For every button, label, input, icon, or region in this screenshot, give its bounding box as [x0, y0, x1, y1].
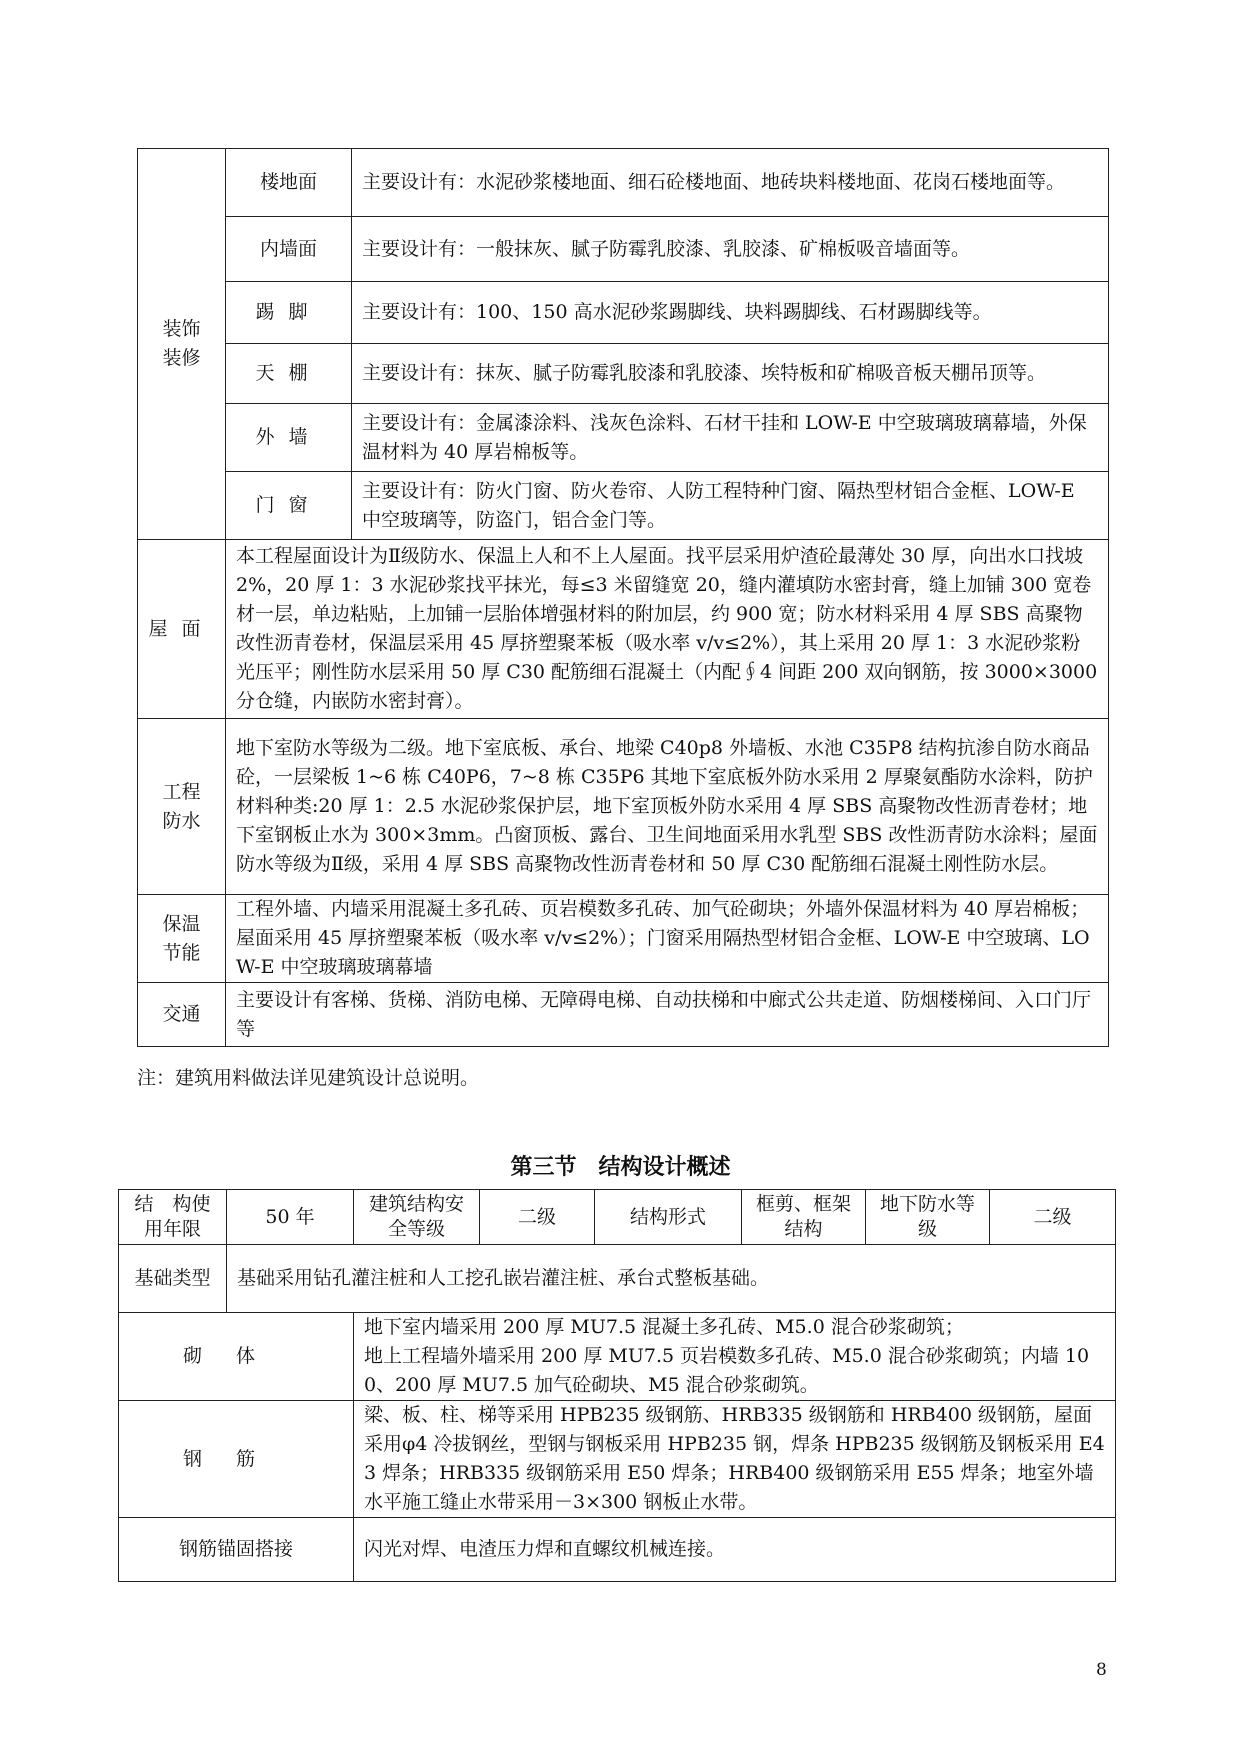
rebar-label: 钢筋	[119, 1401, 354, 1518]
masonry-line: 地下室内墙采用 200 厚 MU7.5 混凝土多孔砖、M5.0 混合砂浆砌筑；	[364, 1316, 964, 1338]
insulation-text: 工程外墙、内墙采用混凝土多孔砖、页岩模数多孔砖、加气砼砌块；外墙外保温材料为 40 厚岩棉板；屋面采用 45 厚挤塑聚苯板（吸水率 v/v≤2%）；门窗采用隔热型材铝合金框、LOW-E 中空玻璃、LOW-E 中空玻璃玻璃幕墙	[226, 895, 1109, 983]
insulation-label: 保温节能	[138, 895, 226, 983]
foundation-label: 基础类型	[119, 1245, 227, 1313]
row-label: 踢脚	[226, 282, 352, 344]
rebar-text: 梁、板、柱、梯等采用 HPB235 级钢筋、HRB335 级钢筋和 HRB400 级钢筋，屋面采用φ4 冷拔钢丝，型钢与钢板采用 HPB235 钢，焊条 HPB235 级钢筋及钢板采用 E43 焊条；HRB335 级钢筋采用 E50 焊条；HRB400 级钢筋采用 E55 焊条；地室外墙水平施工缝止水带采用－3×300 钢板止水带。	[354, 1401, 1116, 1518]
row-label: 内墙面	[226, 217, 352, 282]
section-title: 第三节 结构设计概述	[510, 1155, 731, 1180]
roof-text: 本工程屋面设计为Ⅱ级防水、保温上人和不上人屋面。找平层采用炉渣砼最薄处 30 厚，向出水口找坡 2%，20 厚 1：3 水泥砂浆找平抹光，每≤3 米留缝宽 20，缝内灌填防水密封膏，缝上加铺 300 宽卷材一层，单边粘贴，上加铺一层胎体增强材料的附加层，约 900 宽；防水材料采用 4 厚 SBS 高聚物改性沥青卷材，保温层采用 45 厚挤塑聚苯板（吸水率 v/v≤2%），其上采用 20 厚 1：3 水泥砂浆粉光压平；刚性防水层采用 50 厚 C30 配筋细石混凝土（内配∮4 间距 200 双向钢筋，按 3000×3000 分仓缝，内嵌防水密封膏）。	[226, 540, 1109, 719]
header-service-life: 结 构使用年限	[119, 1190, 227, 1245]
row-text: 主要设计有：抹灰、腻子防霉乳胶漆和乳胶漆、埃特板和矿棉吸音板天棚吊顶等。	[352, 344, 1109, 404]
row-label: 楼地面	[226, 149, 352, 217]
page-number: 8	[1096, 1660, 1107, 1680]
row-text: 主要设计有：100、150 高水泥砂浆踢脚线、块料踢脚线、石材踢脚线等。	[352, 282, 1109, 344]
value-structure-form: 框剪、框架结构	[742, 1190, 866, 1245]
note: 注：建筑用料做法详见建筑设计总说明。	[137, 1067, 480, 1089]
waterproof-label: 工程防水	[138, 719, 226, 895]
header-safety-level: 建筑结构安全等级	[354, 1190, 480, 1245]
value-service-life: 50 年	[227, 1190, 354, 1245]
splice-text: 闪光对焊、电渣压力焊和直螺纹机械连接。	[354, 1518, 1116, 1582]
row-label: 外墙	[226, 404, 352, 472]
row-label: 天棚	[226, 344, 352, 404]
masonry-line: 地上工程墙外墙采用 200 厚 MU7.5 页岩模数多孔砖、M5.0 混合砂浆砌筑；内墙 100、200 厚 MU7.5 加气砼砌块、M5 混合砂浆砌筑。	[364, 1345, 1090, 1396]
waterproof-text: 地下室防水等级为二级。地下室底板、承台、地梁 C40p8 外墙板、水池 C35P8 结构抗渗自防水商品砼，一层梁板 1~6 栋 C40P6，7~8 栋 C35P6 其地下室底板外防水采用 2 厚聚氨酯防水涂料，防护材料种类:20 厚 1：2.5 水泥砂浆保护层，地下室顶板外防水采用 4 厚 SBS 高聚物改性沥青卷材；地下室钢板止水为 300×3mm。凸窗顶板、露台、卫生间地面采用水乳型 SBS 改性沥青防水涂料；屋面防水等级为Ⅱ级，采用 4 厚 SBS 高聚物改性沥青卷材和 50 厚 C30 配筋细石混凝土刚性防水层。	[226, 719, 1109, 895]
masonry-text	[354, 1313, 1116, 1401]
roof-label: 屋面	[138, 540, 226, 719]
row-label: 门窗	[226, 472, 352, 540]
foundation-text: 基础采用钻孔灌注桩和人工挖孔嵌岩灌注桩、承台式整板基础。	[227, 1245, 1116, 1313]
row-text: 主要设计有：一般抹灰、腻子防霉乳胶漆、乳胶漆、矿棉板吸音墙面等。	[352, 217, 1109, 282]
value-basement-waterproof: 二级	[990, 1190, 1116, 1245]
row-text: 主要设计有：金属漆涂料、浅灰色涂料、石材干挂和 LOW-E 中空玻璃玻璃幕墙，外保温材料为 40 厚岩棉板等。	[352, 404, 1109, 472]
group-decoration: 装饰装修	[138, 149, 226, 540]
traffic-text: 主要设计有客梯、货梯、消防电梯、无障碍电梯、自动扶梯和中廊式公共走道、防烟楼梯间、入口门厅等	[226, 983, 1109, 1047]
structure-design-table	[118, 1189, 1116, 1582]
row-text: 主要设计有：水泥砂浆楼地面、细石砼楼地面、地砖块料楼地面、花岗石楼地面等。	[352, 149, 1109, 217]
traffic-label: 交通	[138, 983, 226, 1047]
splice-label: 钢筋锚固搭接	[119, 1518, 354, 1582]
header-basement-waterproof: 地下防水等 级	[866, 1190, 990, 1245]
header-structure-form: 结构形式	[595, 1190, 742, 1245]
value-safety-level: 二级	[480, 1190, 595, 1245]
row-text: 主要设计有：防火门窗、防火卷帘、人防工程特种门窗、隔热型材铝合金框、LOW-E 中空玻璃等，防盗门，铝合金门等。	[352, 472, 1109, 540]
masonry-label: 砌体	[119, 1313, 354, 1401]
building-design-table	[137, 148, 1109, 1047]
